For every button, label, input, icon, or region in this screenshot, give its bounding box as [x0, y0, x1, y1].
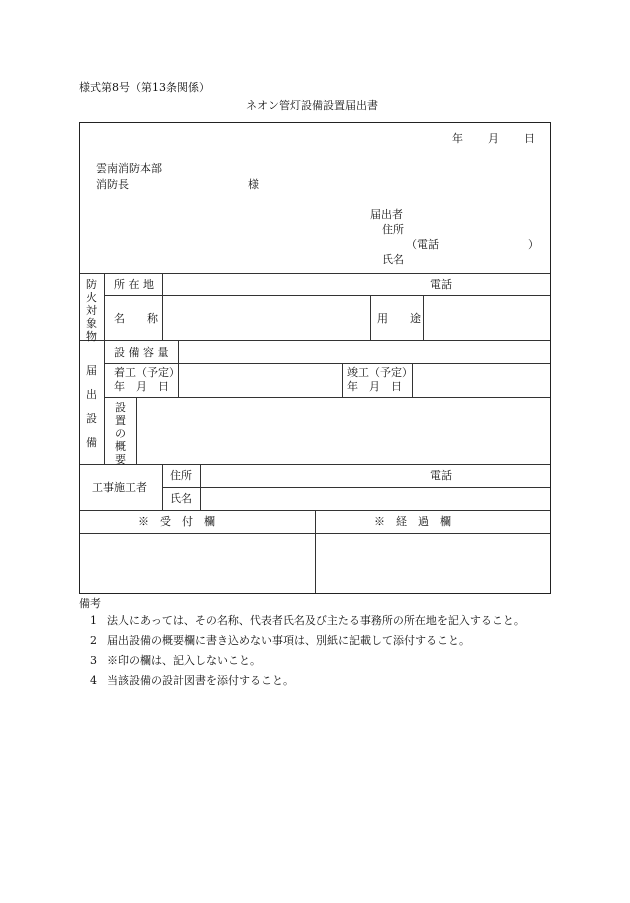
note-item [90, 675, 294, 686]
start-date: 年 月 日 [114, 380, 169, 393]
date-day: 日 [524, 132, 535, 145]
target-phone-label: 電話 [430, 278, 452, 291]
overview-label: 設置の概要 [115, 401, 126, 466]
target-location-label: 所 在 地 [114, 278, 154, 291]
addressee-suffix: 様 [248, 178, 259, 191]
target-section-label: 防火対象物 [86, 278, 97, 343]
notes-heading: 備考 [79, 597, 101, 610]
start-label: 着工（予定） [114, 366, 180, 379]
contractor-name-label: 氏名 [170, 492, 192, 505]
date-year: 年 [452, 132, 463, 145]
reception-label: ※ 受 付 欄 [138, 515, 215, 528]
contractor-label: 工事施工者 [92, 481, 147, 494]
note-item [90, 655, 261, 666]
note-number: 4 [90, 674, 97, 687]
addressee-title: 消防長 [96, 178, 129, 191]
note-item [90, 635, 470, 646]
contractor-address-label: 住所 [170, 469, 192, 482]
note-text: ※印の欄は、記入しないこと。 [107, 654, 261, 667]
date-month: 月 [488, 132, 499, 145]
target-usage-label: 用 途 [377, 312, 421, 325]
applicant-phone-close: ） [528, 238, 539, 251]
notification-form [79, 122, 551, 594]
note-text: 届出設備の概要欄に書き込めない事項は、別紙に記載して添付すること。 [107, 634, 470, 647]
applicant-phone-label: （電話 [406, 238, 439, 251]
form-number: 様式第8号（第13条関係） [79, 81, 210, 94]
applicant-address-label: 住所 [382, 223, 404, 236]
applicant-name-label: 氏名 [382, 253, 404, 266]
addressee-org: 雲南消防本部 [96, 162, 162, 175]
note-text: 当該設備の設計図書を添付すること。 [107, 674, 294, 687]
capacity-label: 設 備 容 量 [114, 346, 169, 359]
note-item [90, 615, 525, 626]
end-date: 年 月 日 [347, 380, 402, 393]
end-label: 竣工（予定） [347, 366, 413, 379]
note-number: 3 [90, 654, 97, 667]
note-text: 法人にあっては、その名称、代表者氏名及び主たる事務所の所在地を記入すること。 [107, 614, 525, 627]
target-name-label: 名 称 [114, 312, 158, 325]
note-number: 1 [90, 614, 97, 627]
progress-label: ※ 経 過 欄 [374, 515, 451, 528]
contractor-phone-label: 電話 [430, 469, 452, 482]
form-title: ネオン管灯設備設置届出書 [246, 99, 378, 112]
applicant-label: 届出者 [370, 208, 403, 221]
equipment-section-label: 届出設備 [86, 364, 97, 449]
note-number: 2 [90, 634, 97, 647]
